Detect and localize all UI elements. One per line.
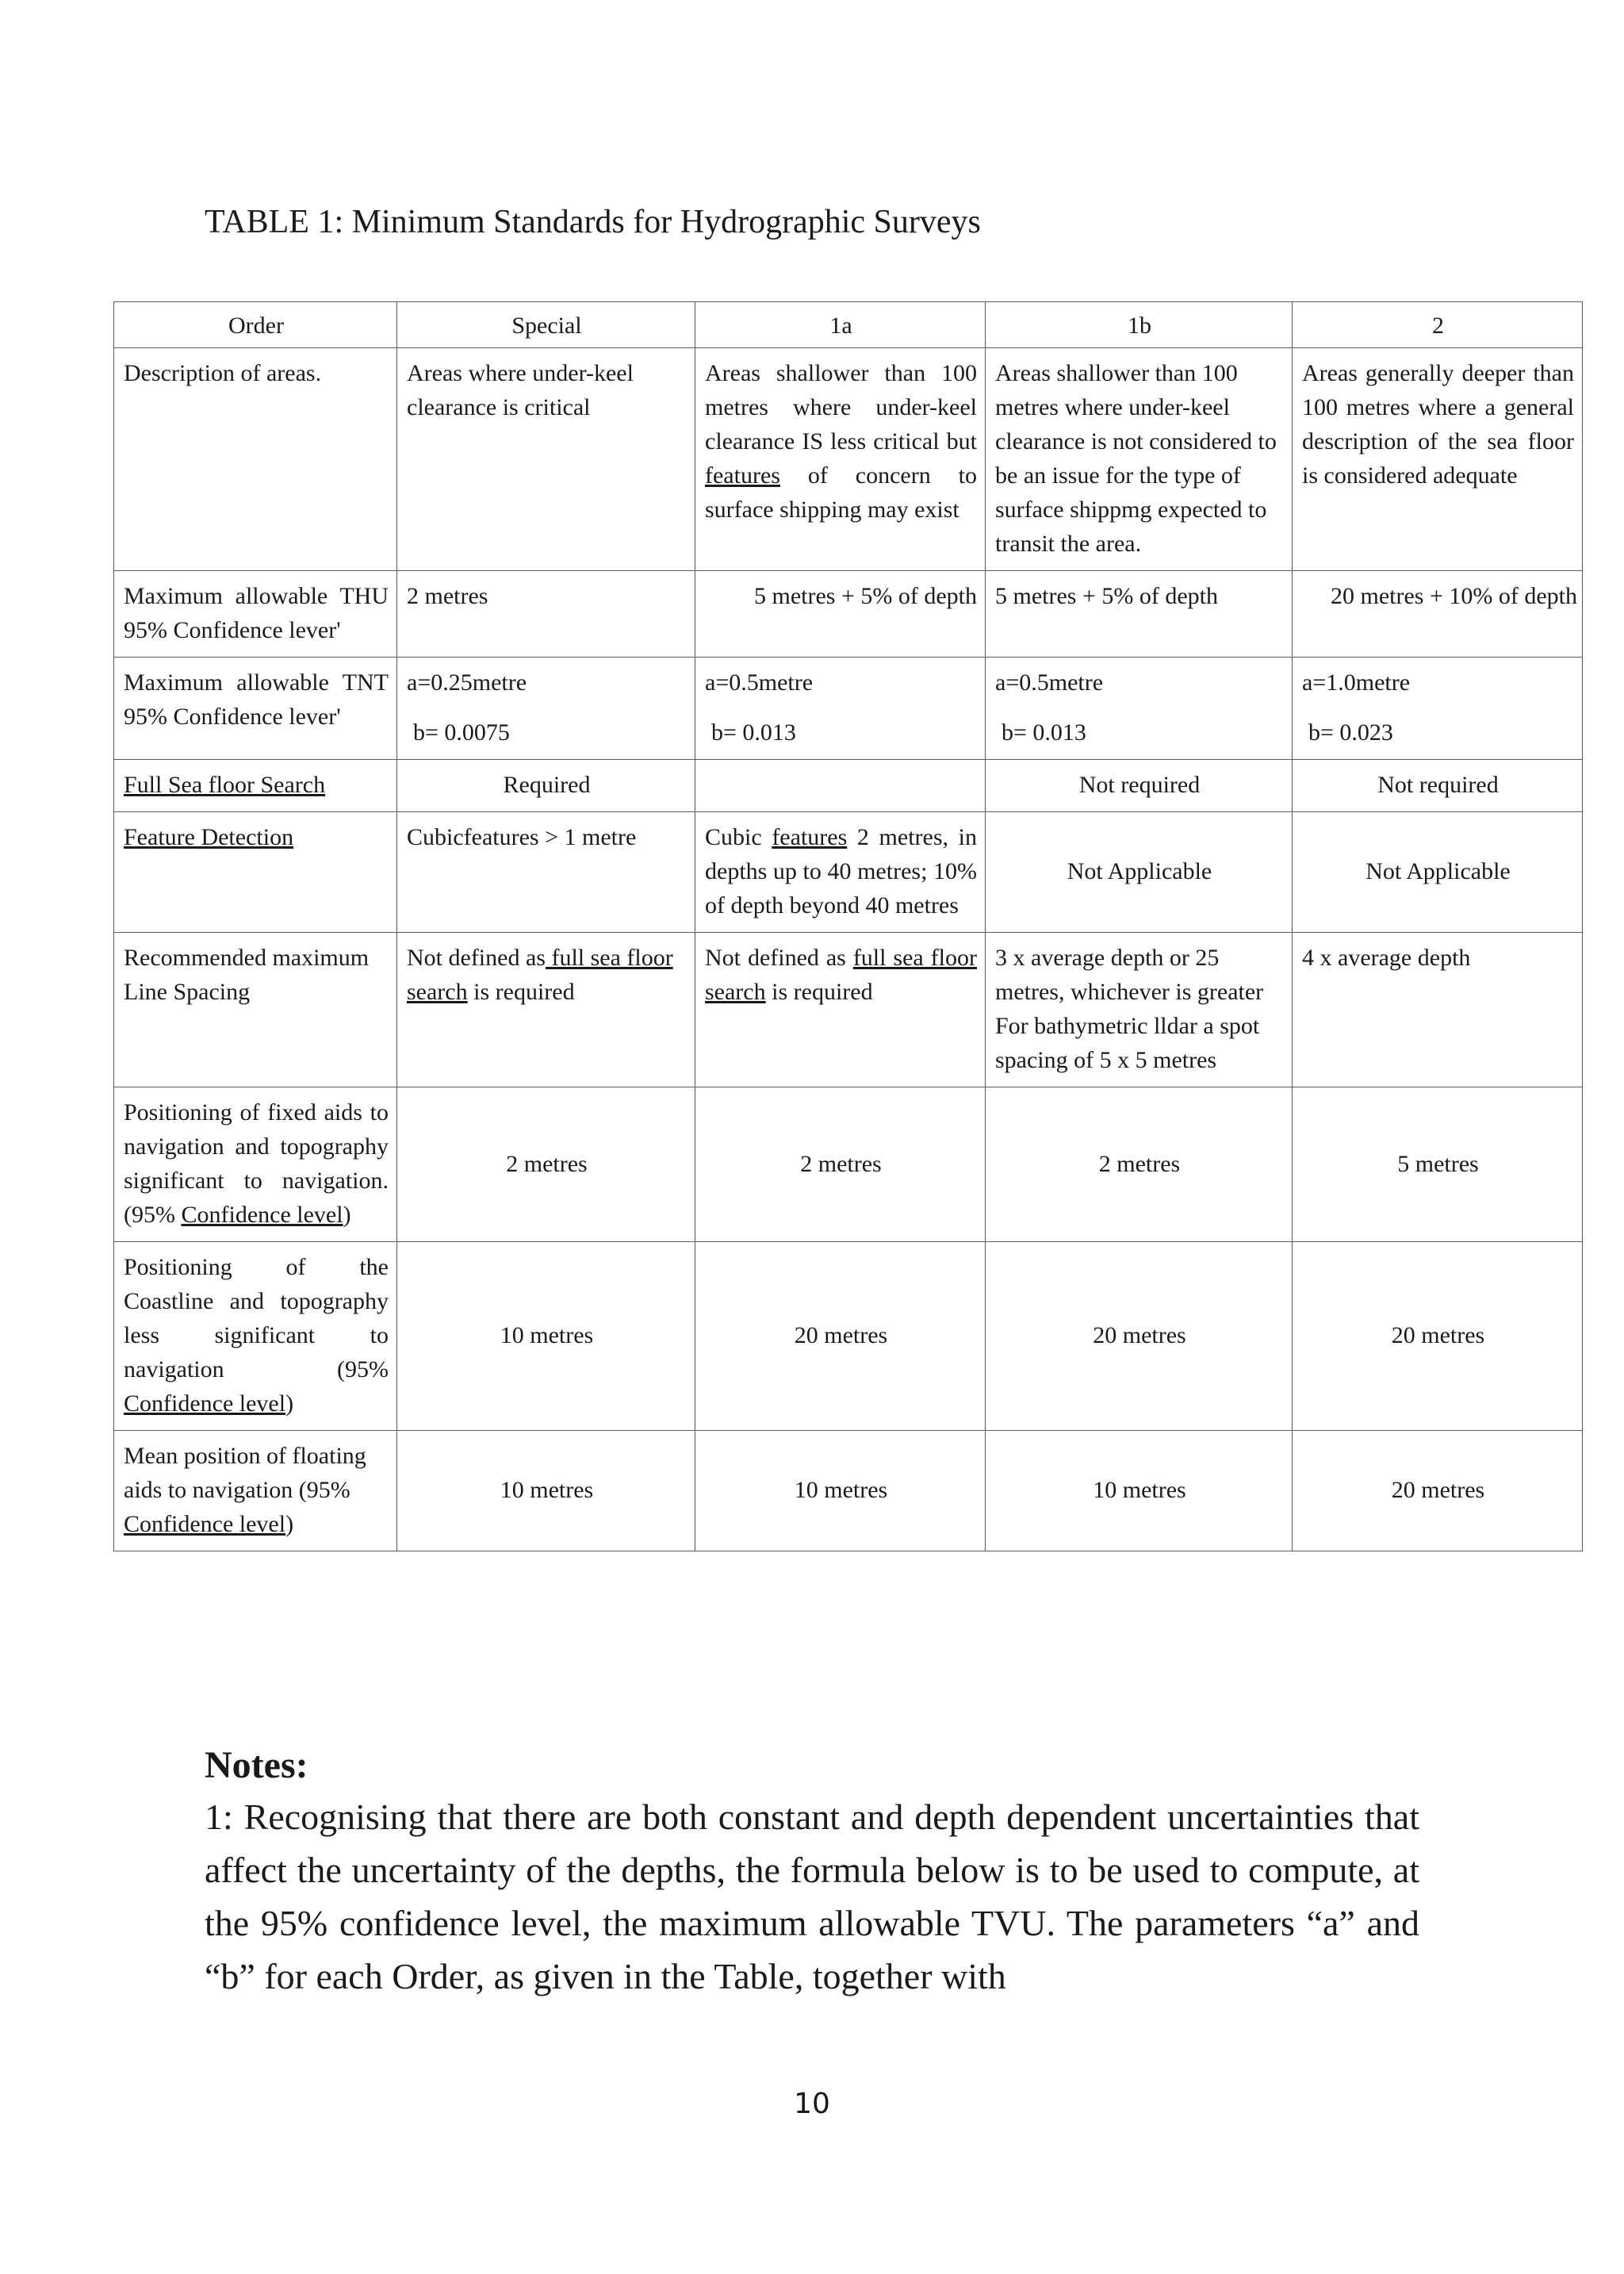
cell-special: Cubicfeatures > 1 metre xyxy=(397,812,695,933)
param-a: a=0.5metre xyxy=(705,669,814,696)
header-special: Special xyxy=(397,302,695,348)
table-row-description xyxy=(114,348,1583,571)
cell-text: Areas shallower than 100 metres where under-keel clearance IS less critical but xyxy=(705,360,977,454)
standards-table xyxy=(113,301,1583,1551)
cell-text: is required xyxy=(467,979,575,1005)
cell-1a: 5 metres + 5% of depth xyxy=(695,571,986,658)
cell-special: 2 metres xyxy=(397,571,695,658)
cell-1b: 20 metres xyxy=(986,1242,1293,1431)
cell-special: 10 metres xyxy=(397,1242,695,1431)
underlined-term: features xyxy=(705,462,780,489)
header-1b: 1b xyxy=(986,302,1293,348)
table-row-line-spacing xyxy=(114,933,1583,1087)
cell-1b: 2 metres xyxy=(986,1087,1293,1242)
underlined-term: Confidence level xyxy=(181,1202,343,1228)
cell-2: 20 metres xyxy=(1293,1431,1583,1551)
cell-1a xyxy=(695,933,986,1087)
cell-1a: 2 metres xyxy=(695,1087,986,1242)
cell-special: Areas where under-keel clearance is critical xyxy=(397,348,695,571)
cell-1b xyxy=(986,658,1293,760)
underlined-term: full sea floor search xyxy=(407,945,673,1005)
cell-text: ) xyxy=(285,1390,294,1417)
cell-1a xyxy=(695,812,986,933)
cell-text: Positioning of the Coastline and topography less significant to navigation (95% xyxy=(124,1254,389,1382)
param-b: b= 0.0075 xyxy=(413,719,510,746)
param-a: a=0.5metre xyxy=(995,669,1104,696)
table-row-feature-detection xyxy=(114,812,1583,933)
cell-1a: 20 metres xyxy=(695,1242,986,1431)
cell-text: Not defined as xyxy=(705,945,853,971)
cell-1b: 10 metres xyxy=(986,1431,1293,1551)
cell-2: 20 metres xyxy=(1293,1242,1583,1431)
cell-special xyxy=(397,658,695,760)
cell-2: Not required xyxy=(1293,760,1583,812)
param-a: a=1.0metre xyxy=(1302,669,1411,696)
row-label xyxy=(114,760,397,812)
underlined-term: Confidence level xyxy=(124,1511,286,1537)
cell-1b: 3 x average depth or 25 metres, whichever is greater For bathymetric lldar a spot spacing of 5 x 5 metres xyxy=(986,933,1293,1087)
notes-section xyxy=(205,1741,1419,2003)
cell-2: 4 x average depth xyxy=(1293,933,1583,1087)
table-row-tnt xyxy=(114,658,1583,760)
cell-text: Positioning of fixed aids to navigation and topography significant to navigation. (95% xyxy=(124,1099,389,1228)
table-row-search xyxy=(114,760,1583,812)
row-label xyxy=(114,812,397,933)
cell-special: 10 metres xyxy=(397,1431,695,1551)
cell-special: 2 metres xyxy=(397,1087,695,1242)
underlined-term: Feature Detection xyxy=(124,824,294,850)
cell-text: Not defined as xyxy=(407,945,546,971)
cell-text: Mean position of floating aids to navigation (95% xyxy=(124,1443,366,1503)
cell-special: Required xyxy=(397,760,695,812)
page-title: TABLE 1: Minimum Standards for Hydrographic Surveys xyxy=(205,204,981,240)
cell-2: Areas generally deeper than 100 metres where a general description of the sea floor is considered adequate xyxy=(1293,348,1583,571)
notes-heading: Notes: xyxy=(205,1744,308,1786)
table-row-thu xyxy=(114,571,1583,658)
param-a: a=0.25metre xyxy=(407,669,527,696)
table-row-floating-aids xyxy=(114,1431,1583,1551)
cell-2: 5 metres xyxy=(1293,1087,1583,1242)
cell-text: of concern to surface shipping may exist xyxy=(705,462,977,523)
header-order: Order xyxy=(114,302,397,348)
cell-special xyxy=(397,933,695,1087)
underlined-term: features xyxy=(772,824,848,850)
row-label: Maximum allowable TNT 95% Confidence lever' xyxy=(114,658,397,760)
row-label xyxy=(114,1242,397,1431)
table-header-row xyxy=(114,302,1583,348)
header-1a: 1a xyxy=(695,302,986,348)
cell-2 xyxy=(1293,658,1583,760)
underlined-term: Full Sea floor Search xyxy=(124,772,326,798)
param-b: b= 0.013 xyxy=(1002,719,1086,746)
row-label: Description of areas. xyxy=(114,348,397,571)
cell-text: is required xyxy=(765,979,873,1005)
cell-1b: Areas shallower than 100 metres where under-keel clearance is not considered to be an issue for the type of surface shippmg expected to transit the area. xyxy=(986,348,1293,571)
page-number: 10 xyxy=(794,2088,830,2120)
cell-1a xyxy=(695,658,986,760)
table-row-fixed-aids xyxy=(114,1087,1583,1242)
row-label xyxy=(114,1087,397,1242)
cell-text: Cubic xyxy=(705,824,772,850)
row-label: Maximum allowable THU 95% Confidence lever' xyxy=(114,571,397,658)
cell-2: 20 metres + 10% of depth xyxy=(1293,571,1583,658)
cell-text: 2 metres, in depths up to 40 metres; 10% of depth beyond 40 metres xyxy=(705,824,977,918)
cell-1b: 5 metres + 5% of depth xyxy=(986,571,1293,658)
cell-1b: Not required xyxy=(986,760,1293,812)
cell-text: ) xyxy=(343,1202,351,1228)
cell-1b: Not Applicable xyxy=(986,812,1293,933)
cell-1a: 10 metres xyxy=(695,1431,986,1551)
row-label: Recommended maximum Line Spacing xyxy=(114,933,397,1087)
cell-2: Not Applicable xyxy=(1293,812,1583,933)
notes-paragraph: 1: Recognising that there are both constant and depth dependent uncertainties that affect the uncertainty of the depths, the formula below is to be used to compute, at the 95% confidence level, the maximum allowable TVU. The parameters “a” and “b” for each Order, as given in the Table, together with xyxy=(205,1797,1419,1996)
underlined-term: full sea floor search xyxy=(705,945,977,1005)
param-b: b= 0.023 xyxy=(1308,719,1393,746)
param-b: b= 0.013 xyxy=(711,719,796,746)
cell-1a xyxy=(695,760,986,812)
table-row-coastline xyxy=(114,1242,1583,1431)
header-2: 2 xyxy=(1293,302,1583,348)
underlined-term: Confidence level xyxy=(124,1390,286,1417)
row-label xyxy=(114,1431,397,1551)
cell-text: ) xyxy=(285,1511,294,1537)
cell-1a xyxy=(695,348,986,571)
